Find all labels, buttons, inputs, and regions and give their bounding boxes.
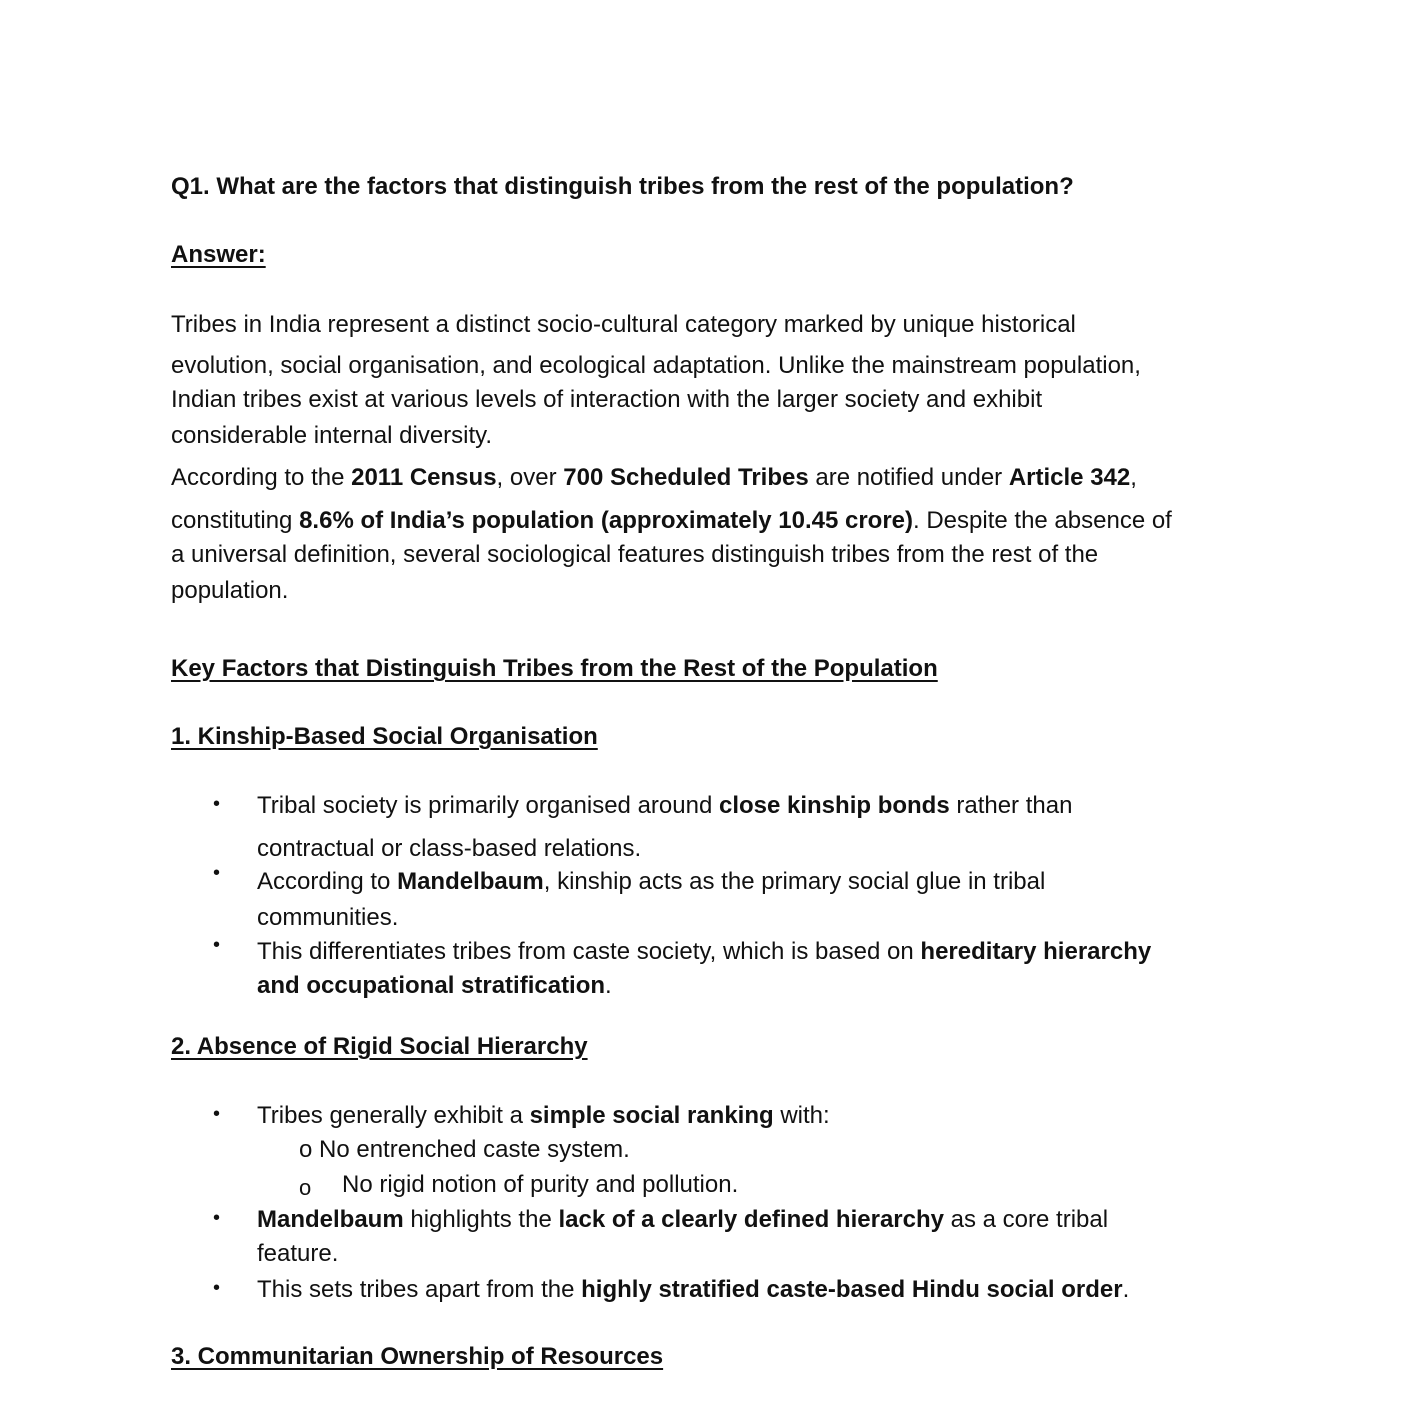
list-item: Tribes generally exhibit a simple social ranking with: [257,1102,830,1129]
intro-line: considerable internal diversity. [171,422,493,449]
bullet-icon: • [213,1207,221,1229]
list-item: This sets tribes apart from the highly stratified caste-based Hindu social order. [257,1276,1130,1303]
key-factors-heading: Key Factors that Distinguish Tribes from the Rest of the Population [171,655,938,682]
intro-line: Indian tribes exist at various levels of interaction with the larger society and exhibit [171,386,1043,413]
intro-line: population. [171,577,289,604]
intro-line: constituting 8.6% of India’s population (approximately 10.45 crore). Despite the absence of [171,507,1172,534]
list-item-continuation: communities. [257,904,399,931]
bullet-icon: • [213,934,221,956]
list-item: This differentiates tribes from caste society, which is based on hereditary hierarchy [257,938,1152,965]
intro-line: Tribes in India represent a distinct socio-cultural category marked by unique historical [171,311,1076,338]
bullet-icon: • [213,862,221,884]
list-item: According to Mandelbaum, kinship acts as the primary social glue in tribal [257,868,1046,895]
sub-list-item: No rigid notion of purity and pollution. [342,1171,739,1198]
list-item-continuation: and occupational stratification. [257,972,612,999]
bullet-icon: • [213,1277,221,1299]
list-item: Tribal society is primarily organised around close kinship bonds rather than [257,792,1073,819]
section-3-heading: 3. Communitarian Ownership of Resources [171,1343,664,1370]
section-1-heading: 1. Kinship-Based Social Organisation [171,723,598,750]
intro-line: According to the 2011 Census, over 700 Scheduled Tribes are notified under Article 342, [171,464,1137,491]
question-heading: Q1. What are the factors that distinguish tribes from the rest of the population? [171,173,1074,200]
bullet-icon: • [213,1103,221,1125]
section-2-heading: 2. Absence of Rigid Social Hierarchy [171,1033,588,1060]
list-item-continuation: feature. [257,1240,339,1267]
intro-line: evolution, social organisation, and ecological adaptation. Unlike the mainstream population, [171,352,1141,379]
intro-line: a universal definition, several sociological features distinguish tribes from the rest of the [171,541,1099,568]
list-item: Mandelbaum highlights the lack of a clearly defined hierarchy as a core tribal [257,1206,1109,1233]
bullet-icon: • [213,793,221,815]
list-item-continuation: contractual or class-based relations. [257,835,642,862]
sub-list-item: o No entrenched caste system. [299,1136,630,1163]
answer-heading: Answer: [171,241,266,268]
sub-bullet-icon: o [299,1175,312,1200]
